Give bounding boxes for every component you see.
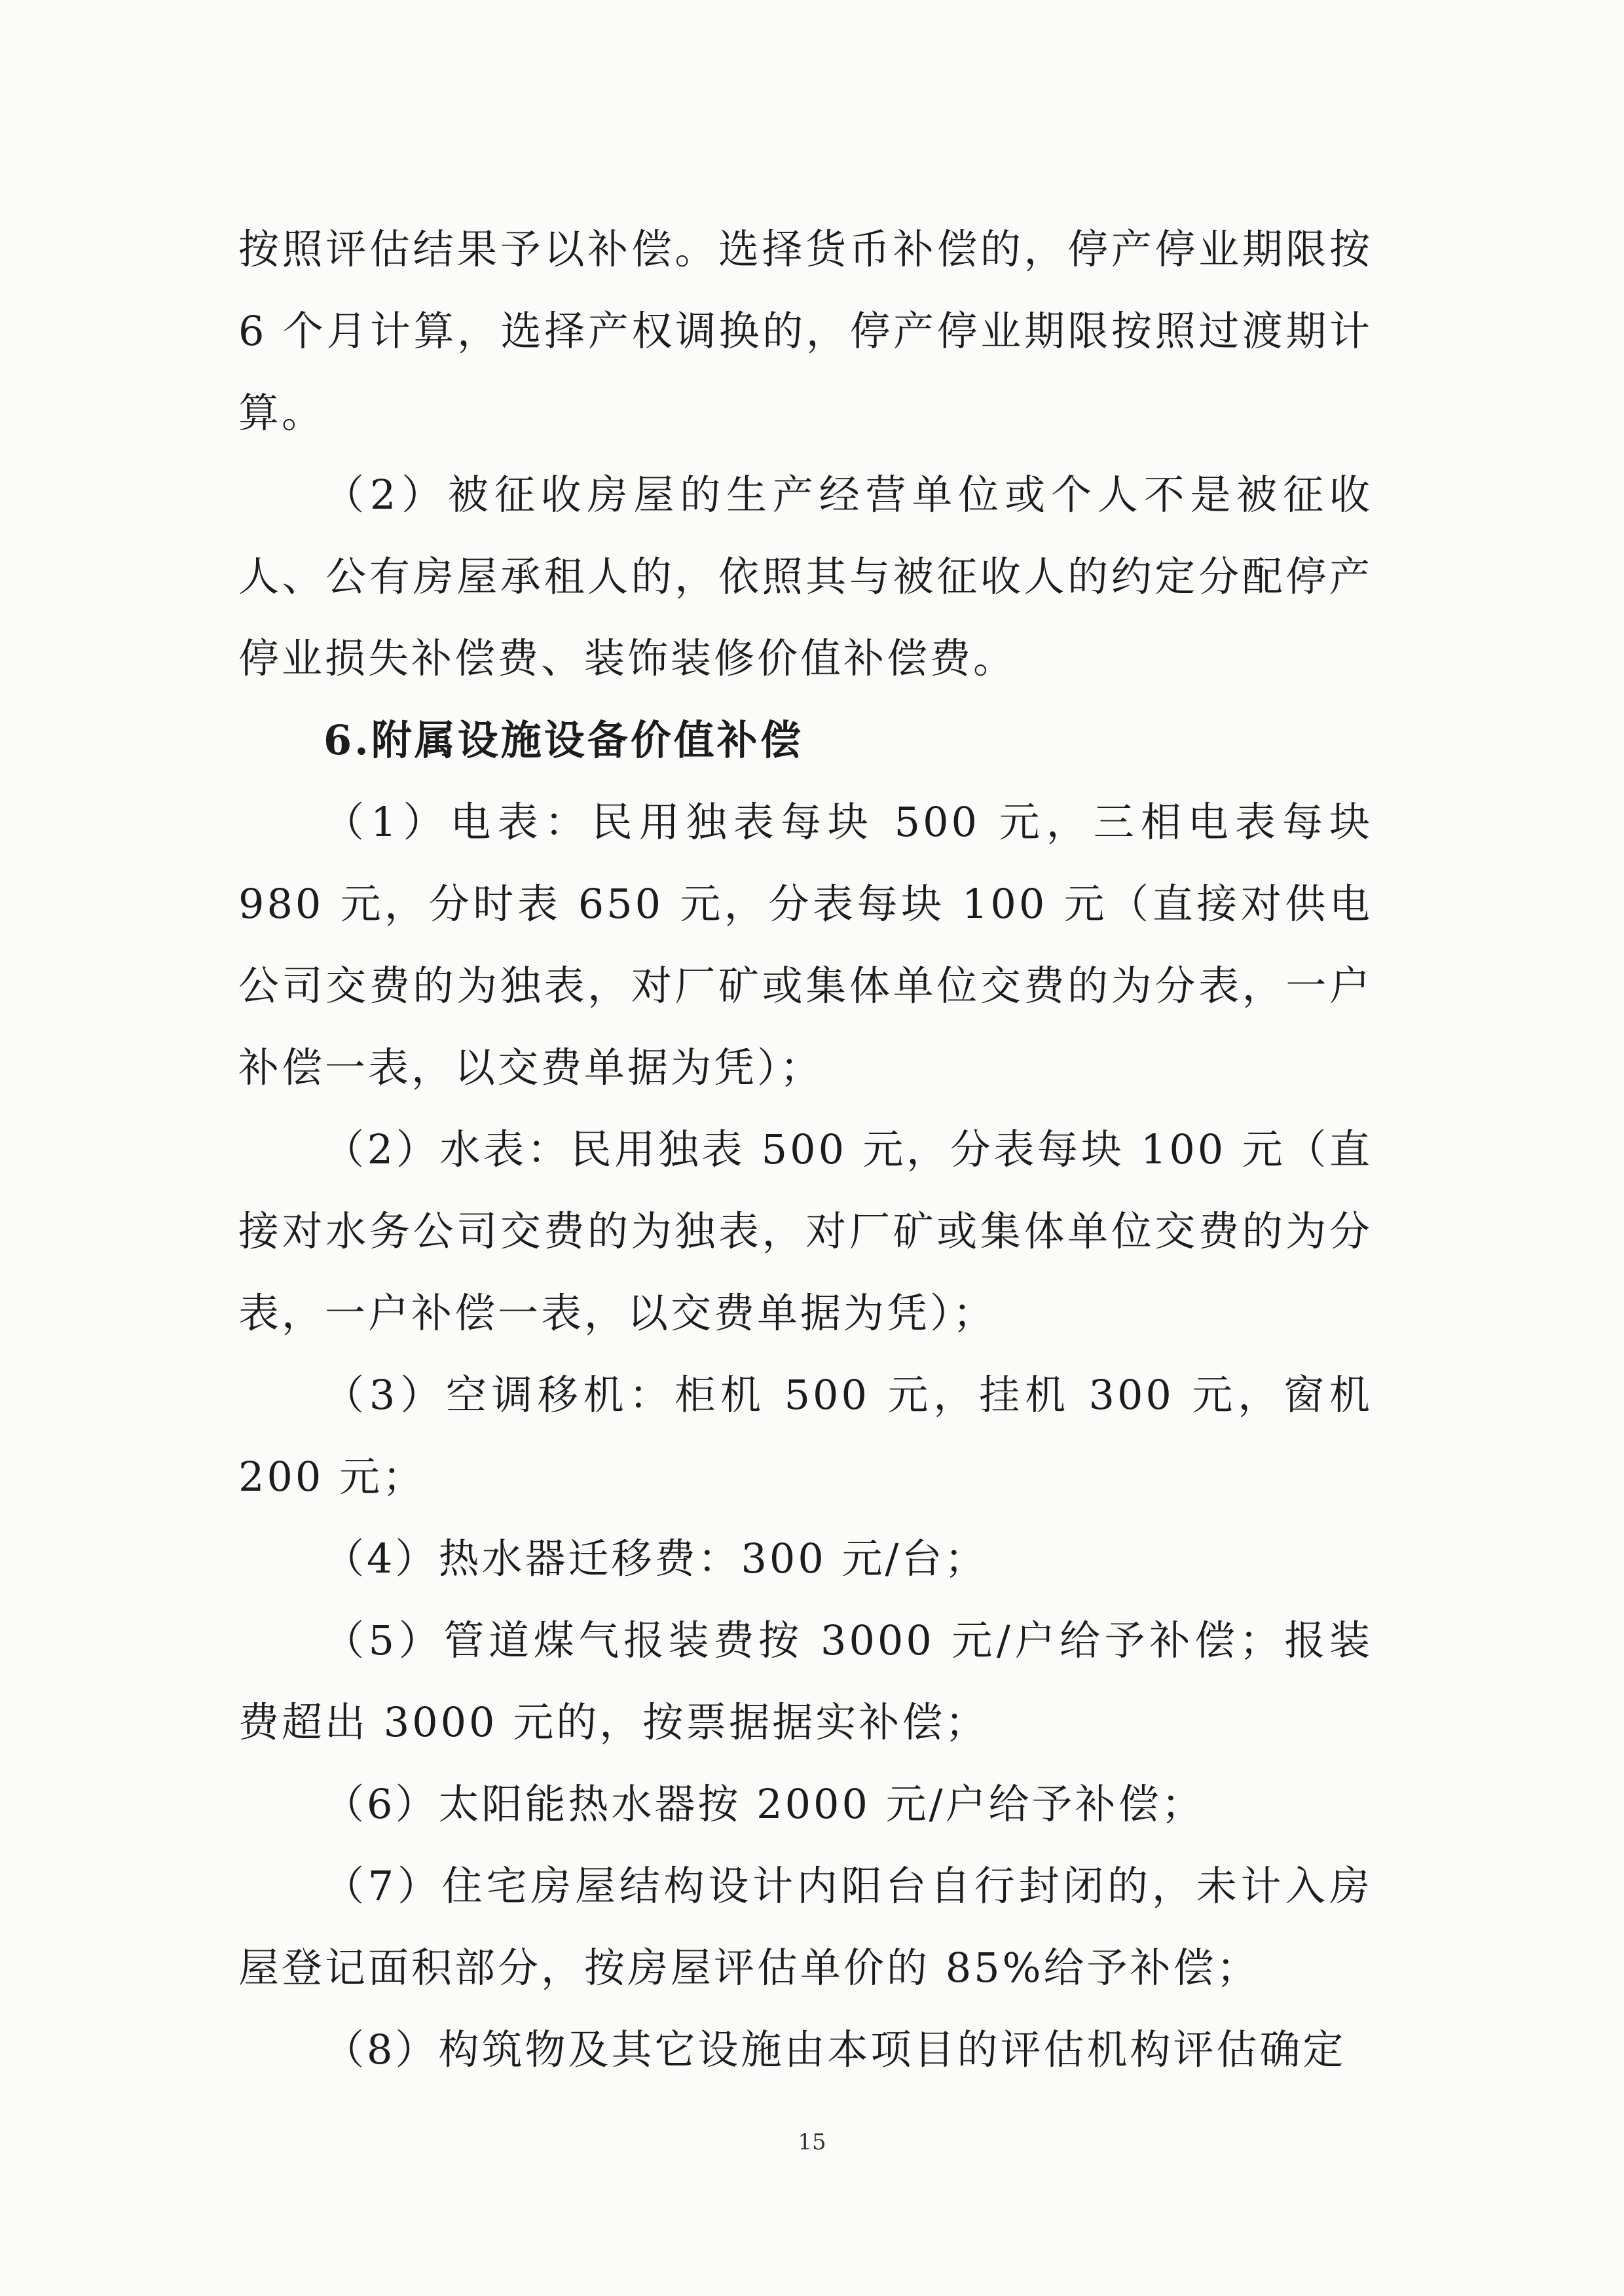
body-text [238, 208, 1373, 2090]
paragraph-item-2-water-meter: （2）水表：民用独表 500 元，分表每块 100 元（直接对水务公司交费的为独表，对厂矿或集体单位交费的为分表，一户补偿一表，以交费单据为凭）； [238, 1125, 1373, 1337]
section-heading-facilities: 6.附属设施设备价值补偿 [323, 716, 803, 764]
paragraph-item-4-water-heater: （4）热水器迁移费：300 元/台； [323, 1535, 988, 1582]
paragraph-item-2-business-unit: （2）被征收房屋的生产经营单位或个人不是被征收人、公有房屋承租人的，依照其与被征收人的约定分配停产停业损失补偿费、装饰装修价值补偿费。 [238, 471, 1373, 682]
paragraph-item-3-air-conditioner: （3）空调移机：柜机 500 元，挂机 300 元，窗机 200 元； [238, 1371, 1373, 1501]
paragraph-item-5-gas: （5）管道煤气报装费按 3000 元/户给予补偿；报装费超出 3000 元的，按票据据实补偿； [238, 1616, 1373, 1746]
page-number: 15 [798, 2129, 826, 2155]
paragraph-item-1-electric-meter: （1）电表：民用独表每块 500 元，三相电表每块 980 元，分时表 650 元，分表每块 100 元（直接对供电公司交费的为独表，对厂矿或集体单位交费的为分表，一户补偿一表，以交费单据为凭）； [238, 798, 1373, 1091]
paragraph-item-7-balcony: （7）住宅房屋结构设计内阳台自行封闭的，未计入房屋登记面积部分，按房屋评估单价的 85%给予补偿； [238, 1862, 1373, 1992]
paragraph-continuation: 按照评估结果予以补偿。选择货币补偿的，停产停业期限按6 个月计算，选择产权调换的，停产停业期限按照过渡期计算。 [238, 225, 1373, 437]
paragraph-item-8-structures: （8）构筑物及其它设施由本项目的评估机构评估确定 [323, 2026, 1346, 2073]
paragraph-item-6-solar-heater: （6）太阳能热水器按 2000 元/户给予补偿； [323, 1780, 1205, 1828]
